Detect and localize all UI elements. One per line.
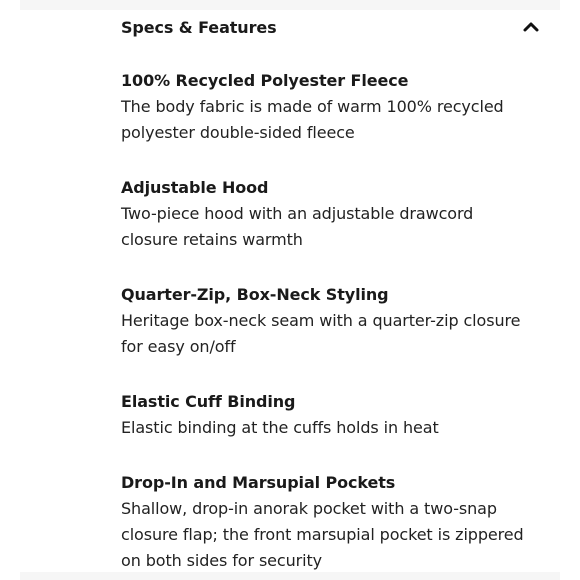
feature-title: Drop-In and Marsupial Pockets xyxy=(121,473,396,492)
feature-item-hood xyxy=(121,175,531,253)
feature-description: Shallow, drop-in anorak pocket with a two-snap closure flap; the front marsupial pocket is zippered on both sides for security xyxy=(121,499,524,570)
chevron-up-icon[interactable] xyxy=(521,17,541,37)
bottom-divider-band xyxy=(20,572,560,580)
feature-description: Two-piece hood with an adjustable drawcord closure retains warmth xyxy=(121,204,474,249)
specs-features-header[interactable] xyxy=(121,14,531,40)
feature-item-quarter-zip xyxy=(121,282,531,360)
feature-item-pockets xyxy=(121,470,531,574)
feature-description: The body fabric is made of warm 100% recycled polyester double-sided fleece xyxy=(121,97,504,142)
feature-description: Heritage box-neck seam with a quarter-zip closure for easy on/off xyxy=(121,311,521,356)
feature-title: Quarter-Zip, Box-Neck Styling xyxy=(121,285,389,304)
feature-title: 100% Recycled Polyester Fleece xyxy=(121,71,409,90)
feature-item-cuff-binding xyxy=(121,389,531,441)
section-title: Specs & Features xyxy=(121,17,277,37)
feature-title: Adjustable Hood xyxy=(121,178,269,197)
feature-description: Elastic binding at the cuffs holds in heat xyxy=(121,418,439,437)
feature-item-fleece xyxy=(121,68,531,146)
feature-title: Elastic Cuff Binding xyxy=(121,392,296,411)
top-divider-band xyxy=(20,0,560,10)
